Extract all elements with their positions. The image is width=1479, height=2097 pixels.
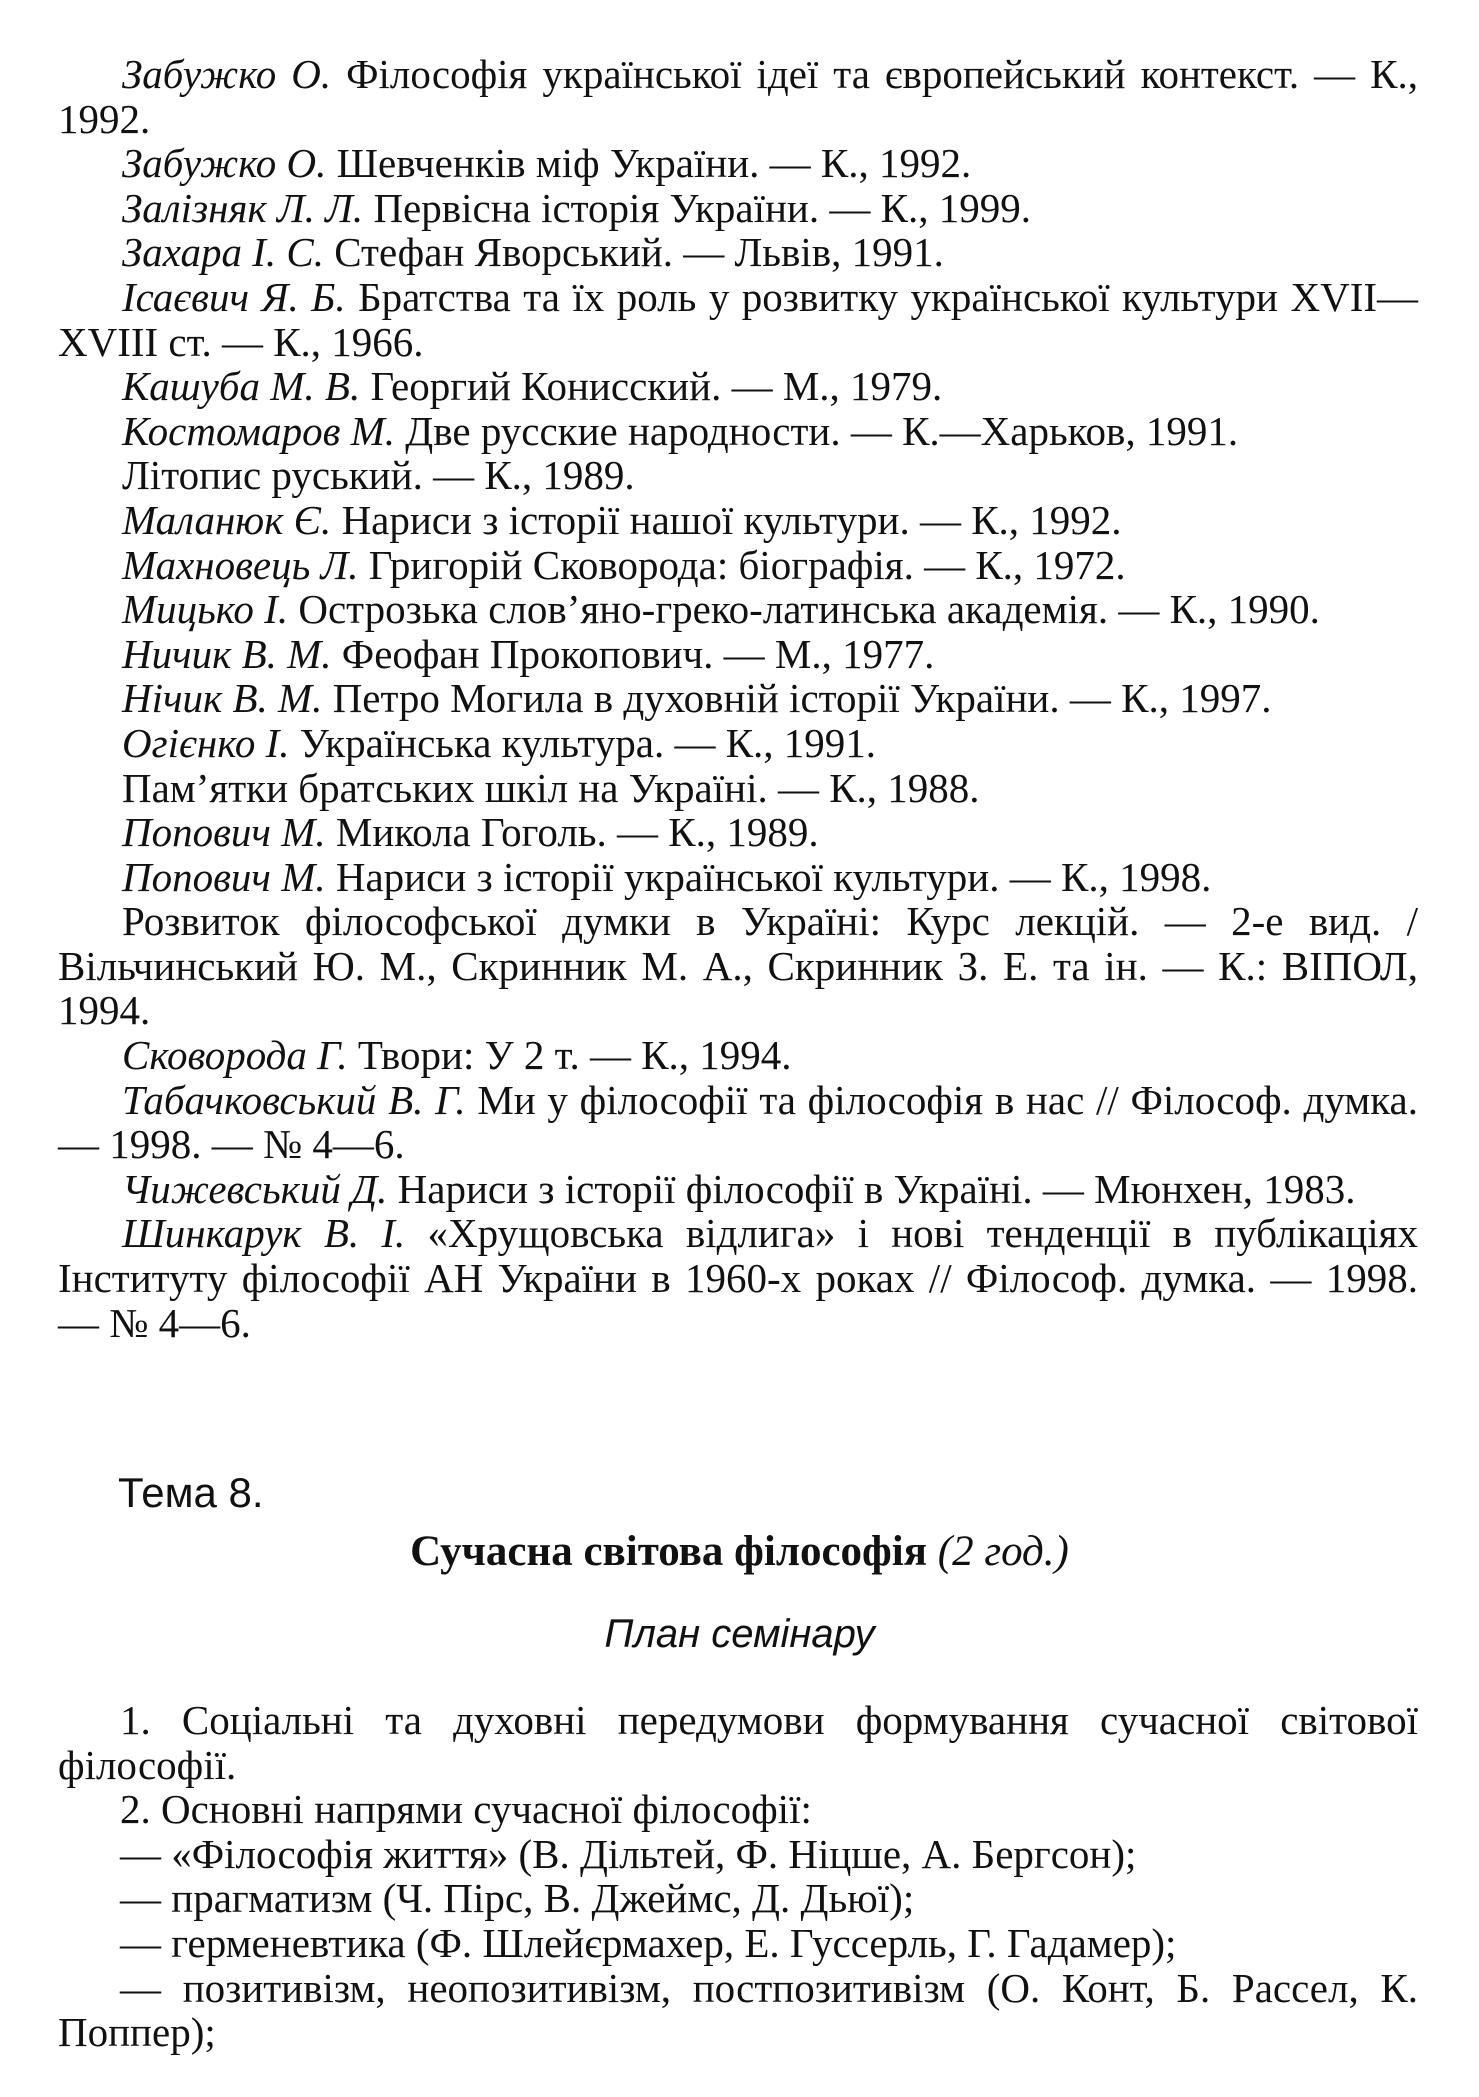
entry-author: Попович М. — [122, 853, 326, 900]
bibliography-entry — [58, 855, 1418, 900]
bibliography-entry — [58, 632, 1418, 677]
entry-text: Нариси з історії нашої культури. — К., 1992. — [331, 496, 1122, 543]
entry-author: Огієнко І. — [122, 719, 290, 766]
entry-text: Петро Могила в духовній історії України. — К., 1997. — [322, 675, 1272, 722]
entry-text: Українська культура. — К., 1991. — [289, 719, 877, 766]
entry-text: Нариси з історії української культури. — К., 1998. — [325, 853, 1212, 900]
entry-text: Нариси з історії філософії в Україні. — Мюнхен, 1983. — [387, 1165, 1356, 1212]
bibliography-entry — [58, 543, 1418, 588]
entry-author: Захара І. С. — [122, 229, 324, 276]
entry-author: Забужко О. — [122, 140, 327, 187]
plan-heading: План семінару — [604, 1612, 875, 1656]
bibliography-entry — [58, 587, 1418, 632]
bibliography-entry — [58, 1033, 1418, 1078]
bibliography-entry — [58, 1078, 1418, 1167]
entry-author: Костомаров М. — [122, 407, 396, 454]
theme-title-text: Сучасна світова філософія — [410, 1528, 928, 1575]
bibliography-entry — [58, 721, 1418, 766]
entry-text: Ми у філософії та філософія в нас // Філософ. думка. — 1998. — № 4—6. — [58, 1076, 1418, 1168]
plan-item: — прагматизм (Ч. Пірс, В. Джеймс, Д. Дьюї); — [120, 1875, 915, 1922]
bibliography-entry — [58, 52, 1418, 141]
entry-text: Феофан Прокопович. — М., 1977. — [331, 630, 935, 677]
entry-text: Філософія української ідеї та європейський контекст. — К., 1992. — [58, 51, 1418, 142]
bibliography-entry — [58, 230, 1418, 275]
bibliography-entry — [58, 899, 1418, 1033]
bibliography-entry — [58, 186, 1418, 231]
bibliography-entry — [58, 1211, 1418, 1345]
bibliography-entry — [58, 810, 1418, 855]
bibliography-list — [58, 52, 1418, 1345]
entry-text: Микола Гоголь. — К., 1989. — [325, 809, 819, 856]
seminar-plan-list — [58, 1698, 1418, 2055]
plan-item: — позитивізм, неопозитивізм, постпозитивізм (О. Конт, Б. Рассел, К. Поппер); — [58, 1964, 1418, 2056]
bibliography-entry — [58, 409, 1418, 454]
entry-text: Пам’ятки братських шкіл на Україні. — К., 1988. — [122, 764, 980, 811]
entry-text: Твори: У 2 т. — К., 1994. — [347, 1032, 792, 1079]
entry-text: «Хрущовська відлига» і нові тенденції в публікаціях Інституту філософії АН України в 1960-х роках // Філософ. думка. — 1998. — № 4—6. — [58, 1210, 1418, 1346]
entry-text: Григорій Сковорода: біографія. — К., 1972. — [358, 541, 1126, 588]
entry-author: Маланюк Є. — [122, 496, 332, 543]
plan-item: — «Філософія життя» (В. Дільтей, Ф. Ніцше, А. Бергсон); — [120, 1830, 1137, 1877]
bibliography-entry — [58, 275, 1418, 364]
entry-text: Розвиток філософської думки в Україні: Курс лекцій. — 2-е вид. / Вільчинський Ю. М., Скринник М. А., Скринник З. Е. та ін. — К.: ВІПОЛ, 1994. — [58, 898, 1418, 1034]
theme-title — [0, 1526, 1479, 1578]
entry-author: Нічик В. М. — [122, 675, 323, 722]
entry-author: Ничик В. М. — [122, 630, 332, 677]
entry-author: Залізняк Л. Л. — [122, 184, 364, 231]
entry-author: Сковорода Г. — [122, 1032, 348, 1079]
bibliography-entry — [58, 141, 1418, 186]
entry-author: Попович М. — [122, 809, 326, 856]
entry-text: Братства та їх роль у розвитку української культури XVII—XVIII ст. — К., 1966. — [58, 273, 1418, 365]
bibliography-entry — [58, 364, 1418, 409]
entry-author: Шинкарук В. І. — [122, 1210, 406, 1257]
theme-hours: (2 год.) — [937, 1528, 1069, 1575]
bibliography-entry — [58, 1167, 1418, 1212]
entry-text: Острозька слов’яно-греко-латинська академія. — К., 1990. — [288, 586, 1320, 633]
bibliography-entry — [58, 453, 1418, 498]
entry-author: Ісаєвич Я. Б. — [122, 273, 346, 320]
entry-author: Кашуба М. В. — [122, 363, 361, 410]
entry-author: Забужко О. — [122, 51, 332, 97]
theme-number: Тема 8. — [118, 1469, 264, 1516]
plan-item: — герменевтика (Ф. Шлейєрмахер, Е. Гуссерль, Г. Гадамер); — [120, 1919, 1177, 1966]
entry-author: Табачковський В. Г. — [122, 1076, 466, 1123]
bibliography-entry — [58, 676, 1418, 721]
entry-author: Чижевський Д. — [122, 1165, 388, 1212]
entry-text: Стефан Яворський. — Львів, 1991. — [323, 229, 944, 276]
entry-text: Літопис руський. — К., 1989. — [122, 452, 635, 499]
entry-author: Махновець Л. — [122, 541, 359, 588]
bibliography-entry — [58, 498, 1418, 543]
bibliography-entry — [58, 766, 1418, 811]
entry-text: Шевченків міф України. — К., 1992. — [326, 140, 972, 187]
entry-text: Георгий Конисский. — М., 1979. — [360, 363, 943, 410]
plan-item: 2. Основні напрями сучасної філософії: — [120, 1786, 812, 1833]
entry-text: Две русские народности. — К.—Харьков, 1991. — [395, 407, 1239, 454]
plan-item: 1. Соціальні та духовні передумови формування сучасної світової філософії. — [58, 1697, 1418, 1788]
entry-author: Мицько І. — [122, 586, 289, 633]
entry-text: Первісна історія України. — К., 1999. — [363, 184, 1031, 231]
